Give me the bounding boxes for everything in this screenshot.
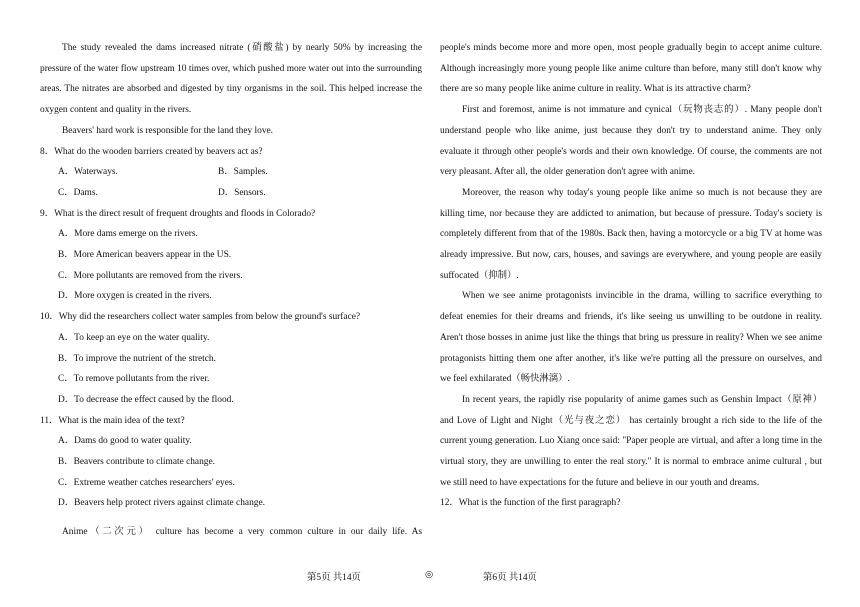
passage-paragraph: Beavers' hard work is responsible for the land they love. xyxy=(62,125,274,136)
question-8-options-row-1 xyxy=(40,162,422,183)
option-a: A．To keep an eye on the water quality. xyxy=(58,332,210,343)
question-12-stem: 12．What is the function of the first paragraph? xyxy=(440,498,621,509)
passage-d-first-line: Anime（二次元） culture has become a very common culture in our daily life. As xyxy=(62,527,422,538)
left-column xyxy=(40,38,422,543)
question-11-stem: 11．What is the main idea of the text? xyxy=(40,415,185,426)
question-9-stem: 9．What is the direct result of frequent droughts and floods in Colorado? xyxy=(40,208,316,219)
option-d: D．To decrease the effect caused by the flood. xyxy=(58,394,234,405)
option-a: A．Dams do good to water quality. xyxy=(58,436,192,447)
question-8-options-row-2 xyxy=(40,183,422,204)
option-b: B．More American beavers appear in the US. xyxy=(58,250,232,261)
option-a: A．Waterways. xyxy=(58,167,118,178)
question-8-stem: 8．What do the wooden barriers created by beavers act as? xyxy=(40,146,263,157)
footer-separator: ◎ xyxy=(425,570,434,580)
right-column xyxy=(440,38,822,514)
option-c: C．Dams. xyxy=(58,187,98,198)
passage-paragraph: First and foremost, anime is not immature and cynical（玩物丧志的）. Many people don't understand people who like anime, just because they don't try to understand anime. They only evaluate it through other people's words and their own knowledge. Of course, the comments are not very pleasant. After all, the older generation don't agree with anime. xyxy=(440,105,822,178)
option-c: C．Extreme weather catches researchers' eyes. xyxy=(58,477,235,488)
page-number-left: 第5页 共14页 xyxy=(307,573,361,583)
passage-paragraph: people's minds become more and more open, most people gradually begin to accept anime culture. Although increasingly more young people like anime culture than before, many still don't know why there are so many people like anime culture in reality. What is its attractive charm? xyxy=(440,43,822,95)
page-number-right: 第6页 共14页 xyxy=(483,573,537,583)
passage-paragraph: Moreover, the reason why today's young people like anime so much is not because they are killing time, nor because they are addicted to animation, but because of pressure. Today's society is completely different from that of the 1980s. Back then, having a motorcycle or a big TV at home was already impressive. But now, cars, houses, and savings are everywhere, and young people are easily suffocated（抑制）. xyxy=(440,187,822,281)
option-d: D．Beavers help protect rivers against climate change. xyxy=(58,498,265,509)
option-b: B．To improve the nutrient of the stretch. xyxy=(58,353,216,364)
option-b: B．Samples. xyxy=(218,167,268,178)
option-c: C．To remove pollutants from the river. xyxy=(58,374,210,385)
passage-paragraph: The study revealed the dams increased nitrate (硝酸盐) by nearly 50% by increasing the pressure of the water flow upstream 10 times over, which pushed more water out into the surrounding areas. The nitrates are absorbed and digested by tiny organisms in the soil. This helped increase the oxygen content and quality in the rivers. xyxy=(40,43,422,116)
question-10-stem: 10．Why did the researchers collect water samples from below the ground's surface? xyxy=(40,312,361,323)
spacer xyxy=(40,514,422,522)
option-c: C．More pollutants are removed from the rivers. xyxy=(58,270,243,281)
passage-paragraph: In recent years, the rapidly rise popularity of anime games such as Genshin Impact（原神） and Love of Light and Night（光与夜之恋） has certainly brought a rich side to the life of the current young generation. Luo Xiang once said: "Paper people are virtual, and after a long time in the virtual story, they are unwilling to enter the real story." It is normal to embrace anime cultural , but we still need to have expectations for the future and believe in our youth and dreams. xyxy=(440,394,822,488)
passage-paragraph: When we see anime protagonists invincible in the drama, willing to sacrifice everything to defeat enemies for their dreams and friends, it's like seeing us unwilling to be outdone in reality. Aren't those bosses in anime just like the things that bring us pressure in reality? When we see anime protagonists hitting them one after another, it's like we're putting all the pressure on ourselves, and we feel exhilarated（畅快淋漓）. xyxy=(440,291,822,385)
option-b: B．Beavers contribute to climate change. xyxy=(58,457,215,468)
option-d: D．Sensors. xyxy=(218,187,266,198)
option-a: A．More dams emerge on the rivers. xyxy=(58,229,198,240)
option-d: D．More oxygen is created in the rivers. xyxy=(58,291,212,302)
